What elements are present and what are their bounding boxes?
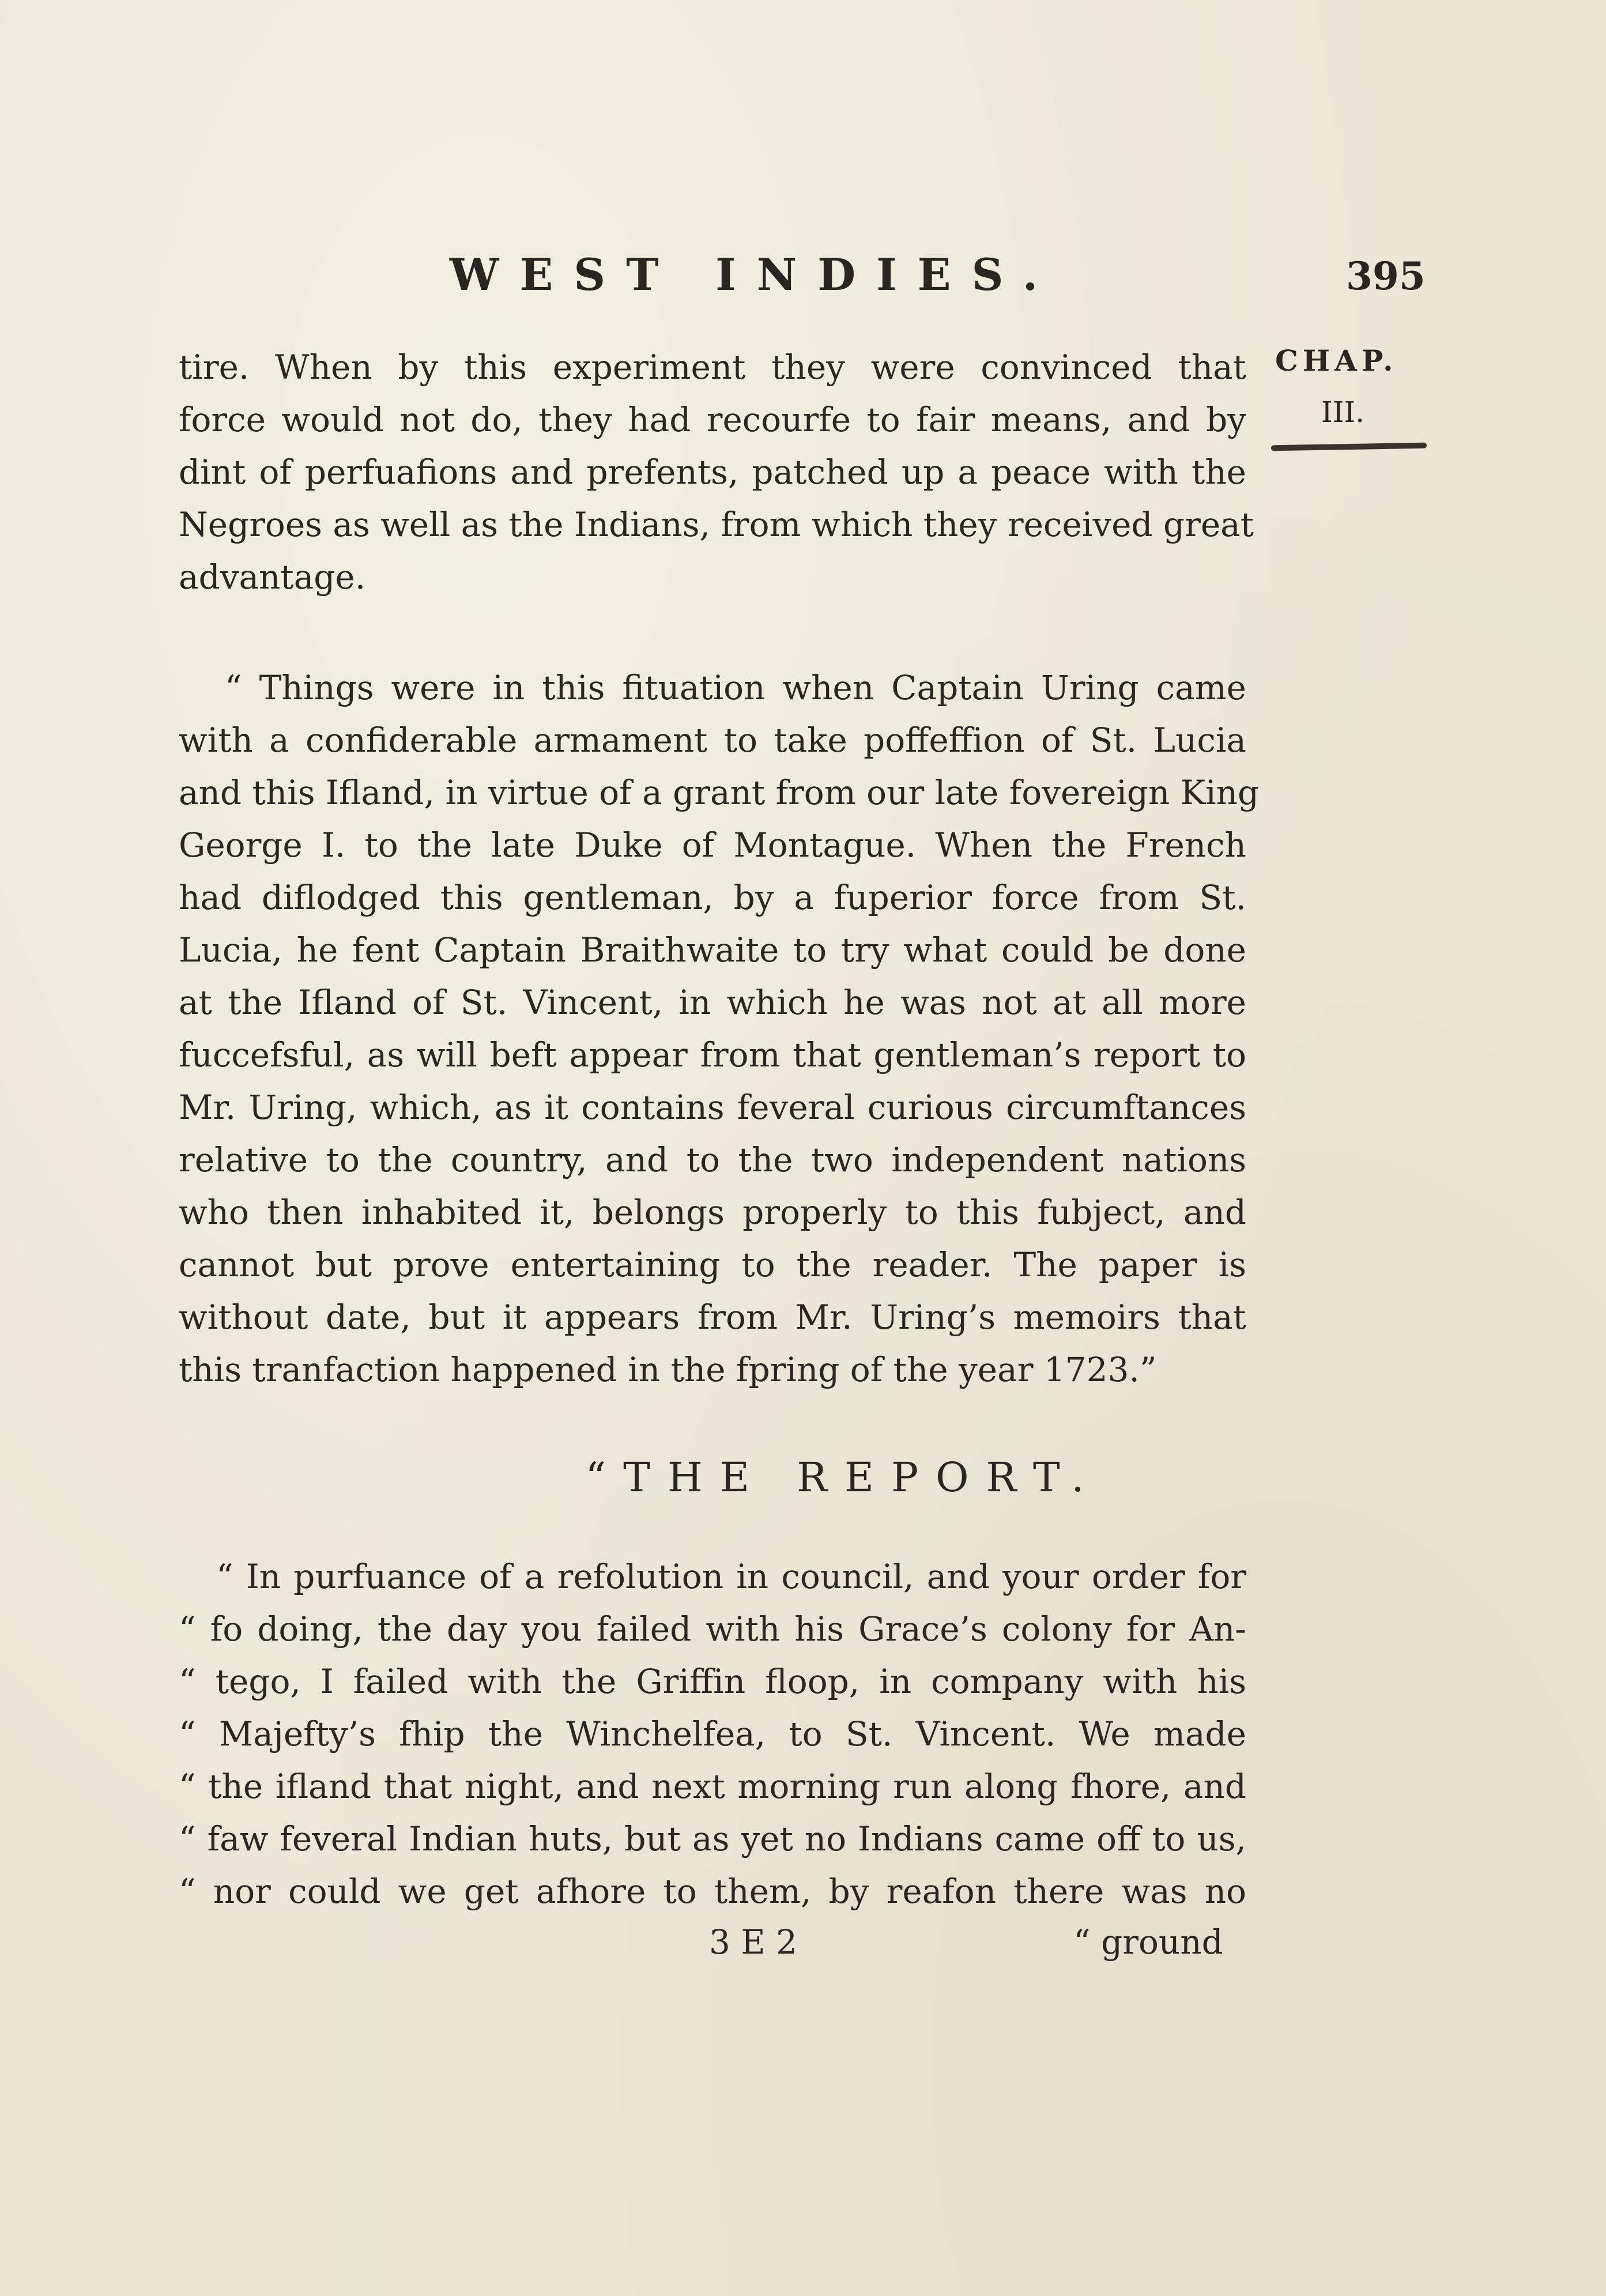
running-head-title: WEST INDIES.: [450, 249, 1059, 300]
text-line: had diflodged this gentleman, by a fuperior force from St.: [179, 878, 1246, 917]
text-line: Lucia, he fent Captain Braithwaite to try what could be done: [179, 930, 1246, 970]
text-line: “ nor could we get afhore to them, by reafon there was no: [179, 1872, 1246, 1911]
paragraph-report: [179, 1551, 1246, 1918]
text-line: “ In purfuance of a refolution in council, and your order for: [216, 1557, 1246, 1596]
text-line: “ faw feveral Indian huts, but as yet no Indians came off to us,: [179, 1819, 1246, 1858]
text-line: with a confiderable armament to take poffeffion of St. Lucia: [179, 721, 1246, 760]
text-line: “ Majefty’s fhip the Winchelfea, to St. Vincent. We made: [179, 1714, 1246, 1754]
paragraph-continuation: [179, 341, 1254, 604]
signature-mark: 3 E 2: [709, 1922, 798, 1962]
text-line: “ the ifland that night, and next morning run along fhore, and: [179, 1767, 1246, 1806]
catchword: “ ground: [1073, 1922, 1223, 1962]
text-line: tire. When by this experiment they were convinced that: [179, 348, 1246, 387]
text-line: this tranfaction happened in the fpring of the year 1723.”: [179, 1350, 1157, 1389]
margin-chapter-label: CHAP.: [1275, 344, 1398, 378]
page-number: 395: [1346, 254, 1426, 299]
text-line: dint of perfuafions and prefents, patched up a peace with the: [179, 453, 1246, 492]
text-line: without date, but it appears from Mr. Uring’s memoirs that: [179, 1298, 1246, 1337]
text-line: and this Ifland, in virtue of a grant from our late fovereign King: [179, 773, 1260, 812]
paragraph-uring: [179, 662, 1260, 1396]
text-line: Mr. Uring, which, as it contains feveral curious circumftances: [179, 1088, 1246, 1127]
report-heading: “THE REPORT.: [585, 1454, 1102, 1501]
text-line: who then inhabited it, belongs properly to this fubject, and: [179, 1193, 1246, 1232]
text-line: “ fo doing, the day you failed with his Grace’s colony for An-: [179, 1609, 1246, 1649]
text-line: advantage.: [179, 557, 366, 597]
text-line: fuccefsful, as will beft appear from that gentleman’s report to: [179, 1035, 1246, 1075]
text-line: cannot but prove entertaining to the reader. The paper is: [179, 1245, 1246, 1284]
text-line: at the Ifland of St. Vincent, in which he was not at all more: [179, 983, 1246, 1022]
text-line: “ tego, I failed with the Griffin floop, in company with his: [179, 1662, 1246, 1701]
text-line: George I. to the late Duke of Montague. When the French: [179, 825, 1246, 865]
margin-rule-ornament: [1271, 443, 1427, 451]
text-line: relative to the country, and to the two independent nations: [179, 1140, 1246, 1179]
text-line: “ Things were in this fituation when Captain Uring came: [225, 668, 1246, 707]
margin-chapter-number: III.: [1321, 395, 1365, 429]
text-line: force would not do, they had recourfe to fair means, and by: [179, 400, 1246, 439]
text-line: Negroes as well as the Indians, from which they received great: [179, 505, 1254, 544]
